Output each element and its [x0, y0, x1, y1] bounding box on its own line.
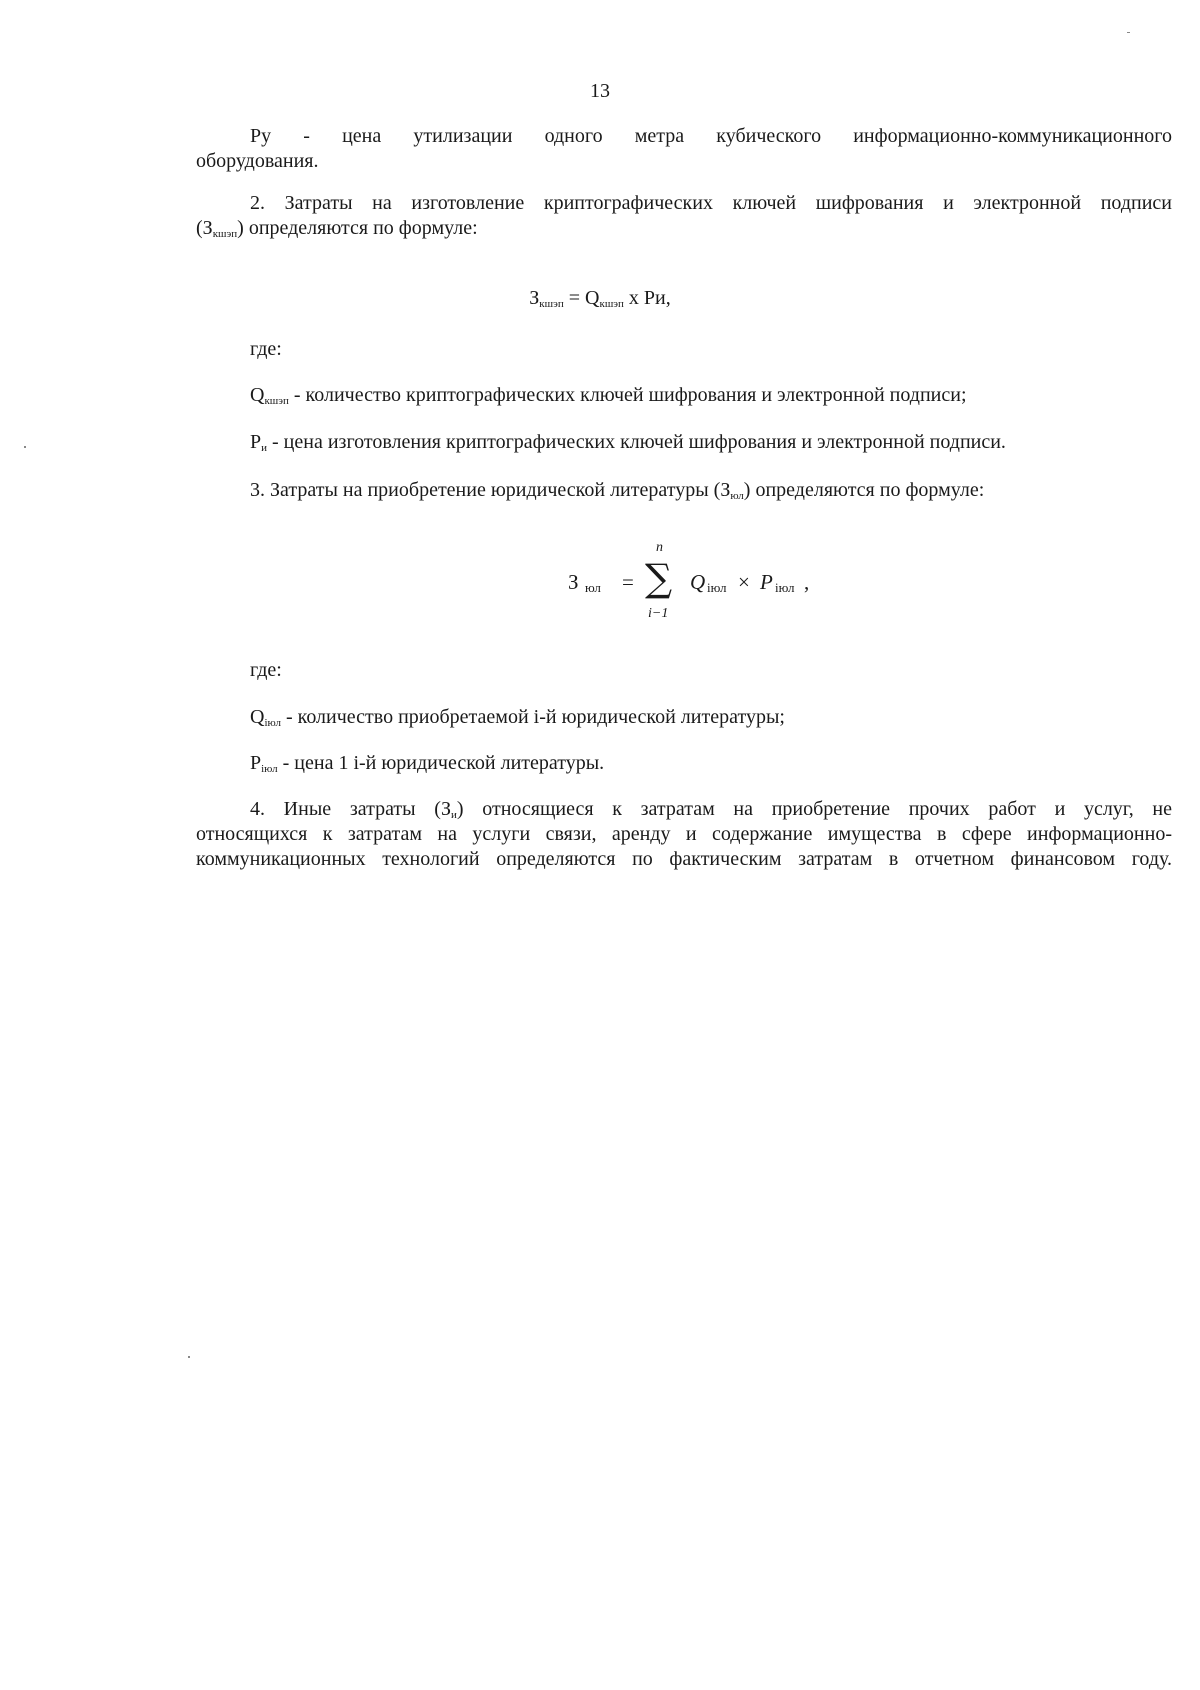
symbol: З	[529, 287, 540, 309]
paragraph-line	[250, 751, 1172, 775]
symbol: Q	[250, 706, 265, 728]
paragraph-line: коммуникационных технологий определяются по фактическим затратам в отчетном финансовом году.	[196, 848, 1172, 870]
symbol: Q	[585, 287, 600, 309]
symbol: Pи,	[643, 287, 671, 309]
line-text: определяются по формуле:	[248, 217, 478, 239]
equals-sign: =	[622, 570, 634, 594]
subscript: iюл	[264, 717, 281, 729]
paragraph-line	[250, 705, 1172, 729]
symbol: Q	[250, 384, 265, 406]
symbol: )	[456, 798, 464, 820]
paragraph-line: где:	[250, 338, 282, 360]
line-text: - количество криптографических ключей шифрования и электронной подписи;	[293, 384, 967, 406]
subscript: и	[261, 442, 268, 454]
sum-lower-limit: i−1	[648, 606, 669, 621]
subscript: кшэп	[599, 298, 624, 310]
subscript: кшэп	[212, 228, 238, 240]
multiply-sign: ×	[738, 570, 750, 594]
subscript: кшэп	[264, 395, 289, 407]
paragraph-line: оборудования.	[196, 150, 319, 172]
equals-sign: =	[568, 287, 581, 309]
formula-yul	[560, 540, 860, 630]
subscript: и	[451, 809, 457, 821]
paragraph-line: где:	[250, 659, 282, 681]
line-text: 4. Иные затраты	[250, 798, 416, 820]
symbol: (	[713, 479, 721, 501]
symbol: P	[250, 431, 262, 453]
subscript: юл	[585, 580, 601, 595]
symbol: З	[720, 479, 731, 501]
line-text: - цена изготовления криптографических ключей шифрования и электронной подписи.	[272, 431, 1006, 453]
symbol: З	[440, 798, 451, 820]
scan-speck	[1127, 32, 1130, 33]
symbol: )	[237, 217, 244, 239]
line-text: - цена 1 i-й юридической литературы.	[282, 752, 605, 774]
symbol: З	[568, 570, 579, 594]
paragraph-line	[250, 383, 1172, 407]
paragraph-line	[250, 797, 1172, 821]
symbol: (	[196, 217, 203, 239]
formula-kshep	[0, 286, 1200, 310]
line-text: 3. Затраты на приобретение юридической литературы	[250, 479, 709, 501]
subscript: iюл	[261, 763, 278, 775]
line-text: относящиеся к затратам на приобретение прочих работ и услуг, не	[482, 798, 1173, 820]
paragraph-line	[250, 478, 1172, 502]
symbol: (	[434, 798, 441, 820]
subscript: юл	[730, 490, 744, 502]
paragraph-line: 2. Затраты на изготовление криптографических ключей шифрования и электронной подписи	[250, 192, 1172, 214]
line-text: определяются по формуле:	[755, 479, 985, 501]
paragraph-line	[196, 216, 1172, 240]
paragraph-line: Ру - цена утилизации одного метра кубического информационно-коммуникационного	[250, 125, 1172, 147]
sum-upper-limit: n	[656, 540, 663, 555]
line-text: - количество приобретаемой i-й юридической литературы;	[285, 706, 785, 728]
paragraph-line	[250, 430, 1172, 454]
paragraph-line: относящихся к затратам на услуги связи, аренду и содержание имущества в сфере информационно-	[196, 823, 1172, 845]
subscript: кшэп	[539, 298, 564, 310]
symbol: P	[760, 570, 773, 594]
symbol: З	[202, 217, 213, 239]
subscript: iюл	[775, 580, 795, 595]
multiply-sign: x	[628, 287, 639, 309]
symbol: P	[250, 752, 262, 774]
subscript: iюл	[707, 580, 727, 595]
scan-speck	[188, 1356, 190, 1358]
symbol: )	[743, 479, 751, 501]
sum-sign: ∑	[645, 556, 673, 600]
symbol: Q	[690, 570, 706, 594]
comma: ,	[804, 570, 810, 594]
page-number: 13	[590, 80, 610, 102]
scan-speck	[24, 446, 26, 448]
